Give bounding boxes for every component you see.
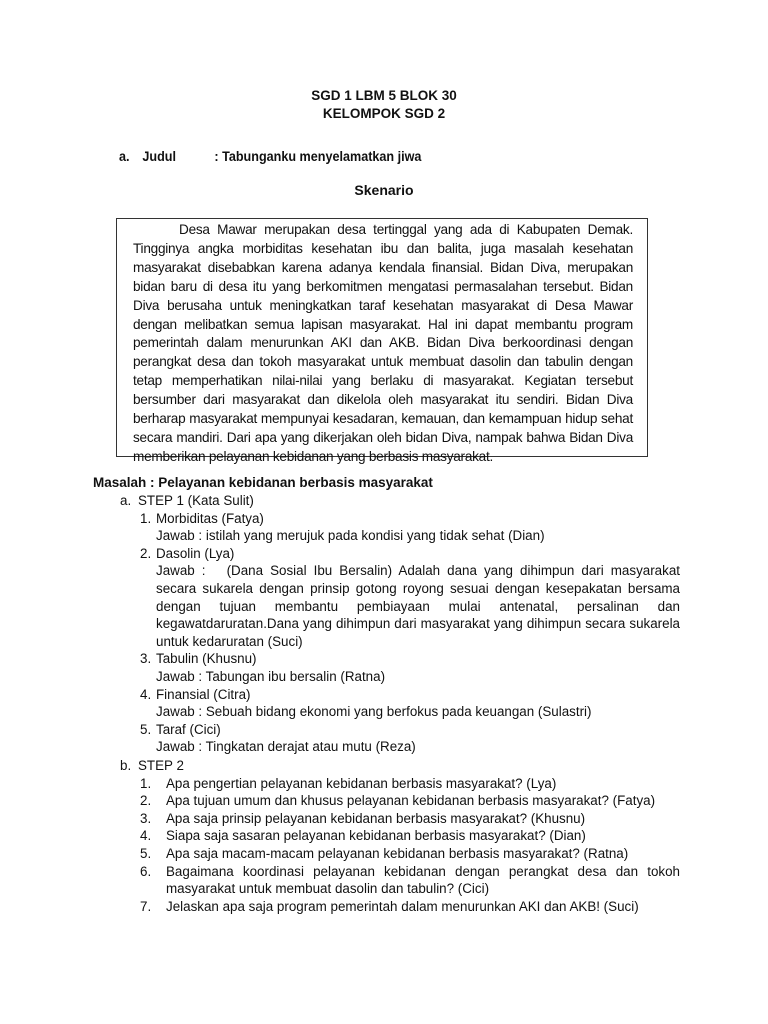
item-term: Taraf (Cici)	[156, 721, 221, 737]
item-answer: Jawab : Tabungan ibu bersalin (Ratna)	[156, 668, 386, 684]
step2-heading	[120, 757, 680, 775]
list-item	[140, 721, 680, 756]
item-number: 1.	[140, 510, 152, 526]
item-term: Tabulin (Khusnu)	[156, 651, 257, 667]
item-number: 5.	[140, 721, 152, 737]
item-text: Bagaimana koordinasi pelayanan kebidanan dengan perangkat desa dan tokoh masyarakat untuk membuat dasolin dan tabulin? (Cici)	[166, 863, 680, 897]
item-answer: Jawab : istilah yang merujuk pada kondisi yang tidak sehat (Dian)	[156, 528, 545, 544]
step1-list	[120, 510, 684, 756]
list-item	[140, 510, 680, 545]
step2-section	[120, 757, 680, 915]
item-answer: Jawab : (Dana Sosial Ibu Bersalin) Adalah dana yang dihimpun dari masyarakat secara sukarela dengan prinsip gotong royong sesuai dengan kesepakatan bersama dengan tujuan membantu pembiayaan mulai antenatal, persalinan dan kegawatdaruratan.Dana yang dihimpun dari masyarakat yang dihimpun secara sukarela untuk kedaruratan (Suci)	[156, 563, 684, 649]
item-text: Jelaskan apa saja program pemerintah dalam menurunkan AKI dan AKB! (Suci)	[166, 898, 639, 914]
item-number: 5.	[140, 845, 152, 861]
step2-marker: b.	[120, 758, 132, 773]
skenario-text: Desa Mawar merupakan desa tertinggal yang ada di Kabupaten Demak. Tingginya angka morbiditas kesehatan ibu dan balita, juga masalah kesehatan masyarakat disebabkan karena adanya kendala finansial. Bidan Diva, merupakan bidan baru di desa itu yang berkomitmen mengatasi permasalahan tersebut. Bidan Diva berusaha untuk meningkatkan taraf kesehatan masyarakat di Desa Mawar dengan melibatkan semua lapisan masyarakat. Hal ini dapat membantu program pemerintah dalam menurunkan AKI dan AKB. Bidan Diva berkoordinasi dengan perangkat desa dan tokoh masyarakat untuk membuat dasolin dan tabulin dengan tetap memperhatikan nilai-nilai yang berlaku di masyarakat. Kegiatan tersebut bersumber dari masyarakat dan dikelola oleh masyarakat itu sendiri. Bidan Diva berharap masyarakat mempunyai kesadaran, kemauan, dan kemampuan hidup sehat secara mandiri. Dari apa yang dikerjakan oleh bidan Diva, nampak bahwa Bidan Diva memberikan pelayanan kebidanan yang berbasis masyarakat.	[133, 222, 633, 464]
item-text: Apa saja prinsip pelayanan kebidanan berbasis masyarakat? (Khusnu)	[166, 810, 586, 826]
item-term: Morbiditas (Fatya)	[156, 510, 264, 526]
item-number: 6.	[140, 863, 152, 879]
list-item	[140, 545, 684, 651]
item-number: 2.	[140, 545, 152, 561]
item-text: Apa pengertian pelayanan kebidanan berbasis masyarakat? (Lya)	[166, 775, 557, 791]
judul-line	[119, 148, 421, 164]
list-item	[120, 792, 680, 810]
item-term: Finansial (Citra)	[156, 686, 251, 702]
list-item	[120, 775, 680, 793]
judul-label: Judul	[142, 148, 177, 164]
list-item	[120, 898, 680, 916]
item-answer: Jawab : Sebuah bidang ekonomi yang berfokus pada keuangan (Sulastri)	[156, 704, 592, 720]
item-text: Apa tujuan umum dan khusus pelayanan kebidanan berbasis masyarakat? (Fatya)	[166, 793, 656, 809]
list-item	[120, 810, 680, 828]
item-number: 3.	[140, 651, 152, 667]
step2-title: STEP 2	[138, 758, 184, 773]
item-number: 7.	[140, 898, 152, 914]
item-text: Siapa saja sasaran pelayanan kebidanan berbasis masyarakat? (Dian)	[166, 828, 586, 844]
item-text: Apa saja macam-macam pelayanan kebidanan berbasis masyarakat? (Ratna)	[166, 845, 629, 861]
step1-marker: a.	[120, 493, 132, 508]
step1-heading	[120, 492, 680, 510]
step2-list	[120, 775, 680, 916]
item-answer: Jawab : Tingkatan derajat atau mutu (Reza)	[156, 739, 416, 755]
list-item	[120, 827, 680, 845]
list-item	[140, 650, 680, 685]
step1-title: STEP 1 (Kata Sulit)	[138, 493, 254, 508]
item-number: 3.	[140, 810, 152, 826]
list-item	[140, 686, 680, 721]
masalah-heading: Masalah : Pelayanan kebidanan berbasis masyarakat	[93, 475, 433, 490]
item-term: Dasolin (Lya)	[156, 545, 235, 561]
list-item	[120, 845, 680, 863]
doc-title: SGD 1 LBM 5 BLOK 30	[311, 88, 457, 103]
judul-marker: a.	[119, 148, 130, 164]
list-item	[120, 863, 680, 898]
skenario-box	[116, 218, 648, 464]
item-number: 4.	[140, 828, 152, 844]
skenario-title: Skenario	[354, 182, 414, 198]
item-number: 4.	[140, 686, 152, 702]
judul-value: : Tabunganku menyelamatkan jiwa	[214, 148, 422, 164]
item-number: 2.	[140, 793, 152, 809]
item-number: 1.	[140, 775, 152, 791]
step1-section	[120, 492, 684, 756]
doc-subtitle: KELOMPOK SGD 2	[322, 106, 446, 121]
